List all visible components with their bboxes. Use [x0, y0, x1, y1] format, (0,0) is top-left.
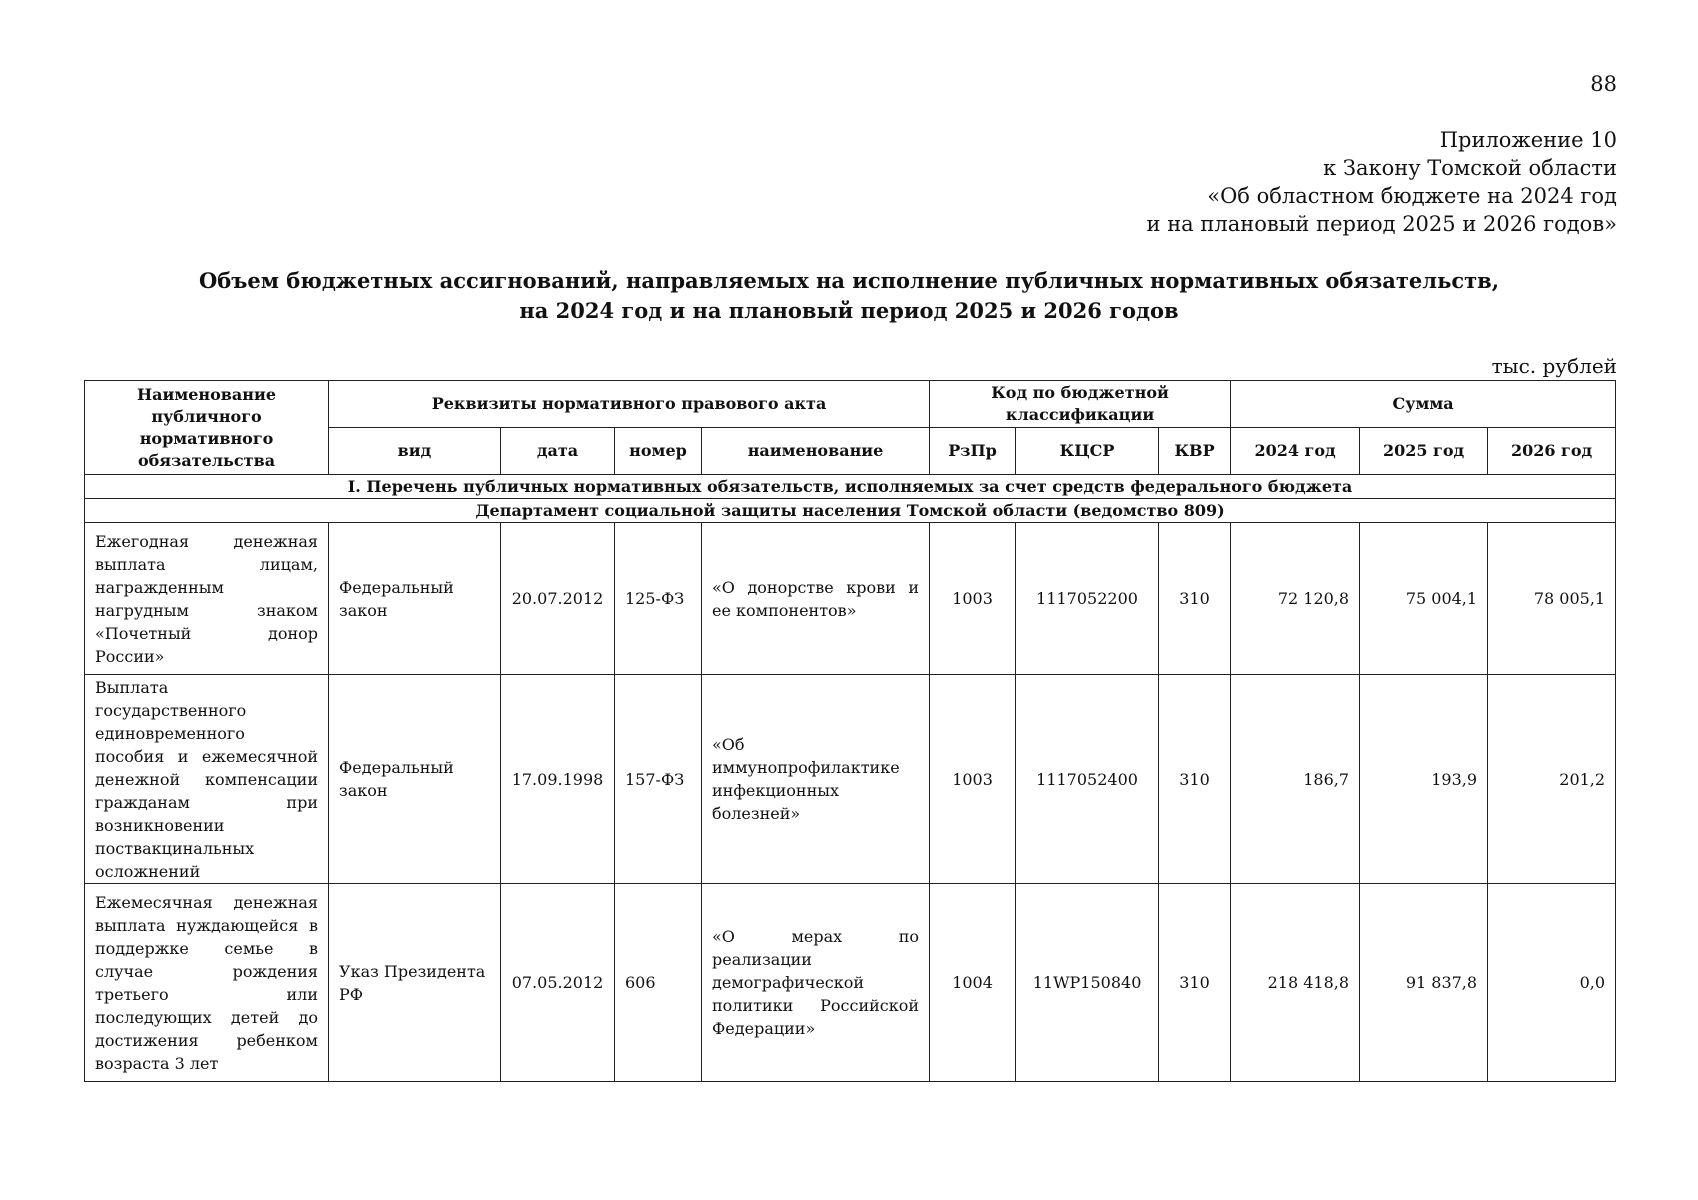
header-kind: вид — [329, 428, 501, 475]
sum-2025: 75 004,1 — [1360, 523, 1488, 675]
header-date: дата — [501, 428, 615, 475]
table-row — [85, 523, 1616, 675]
section-title: I. Перечень публичных нормативных обязательств, исполняемых за счет средств федерального бюджета — [85, 475, 1616, 499]
act-name: «Об иммунопрофилактике инфекционных болезней» — [702, 675, 930, 884]
sum-2024: 218 418,8 — [1231, 884, 1360, 1082]
code-kvr: 310 — [1159, 884, 1231, 1082]
table-row — [85, 675, 1616, 884]
appendix-line: «Об областном бюджете на 2024 год — [1207, 184, 1617, 208]
appendix-line: к Закону Томской области — [1323, 156, 1617, 180]
document-title — [0, 266, 1698, 326]
header-sum: Сумма — [1231, 381, 1616, 428]
sum-2026: 201,2 — [1488, 675, 1616, 884]
appendix-line: Приложение 10 — [1439, 128, 1617, 152]
appendix-line: и на плановый период 2025 и 2026 годов» — [1146, 212, 1617, 236]
obligation-name: Ежегодная денежная выплата лицам, награжденным нагрудным знаком «Почетный донор России» — [85, 523, 329, 675]
act-kind: Федеральный закон — [329, 523, 501, 675]
act-date: 20.07.2012 — [501, 523, 615, 675]
sum-2026: 0,0 — [1488, 884, 1616, 1082]
act-kind: Указ Президента РФ — [329, 884, 501, 1082]
header-row — [85, 381, 1616, 428]
header-code: Код по бюджетной классификации — [930, 381, 1231, 428]
obligation-name: Ежемесячная денежная выплата нуждающейся в поддержке семье в случае рождения третьего или последующих детей до достижения ребенком возраста 3 лет — [85, 884, 329, 1082]
sum-2025: 193,9 — [1360, 675, 1488, 884]
code-rzpr: 1003 — [930, 675, 1016, 884]
obligations-table — [84, 380, 1616, 1082]
department-title: Департамент социальной защиты населения Томской области (ведомство 809) — [85, 499, 1616, 523]
code-kcsr: 1117052200 — [1016, 523, 1159, 675]
code-kvr: 310 — [1159, 523, 1231, 675]
act-date: 17.09.1998 — [501, 675, 615, 884]
code-rzpr: 1003 — [930, 523, 1016, 675]
act-number: 606 — [615, 884, 702, 1082]
page-number: 88 — [1590, 72, 1617, 96]
obligation-name: Выплата государственного единовременного пособия и ежемесячной денежной компенсации гражданам при возникновении поствакцинальных осложнений — [85, 675, 329, 884]
code-kcsr: 1117052400 — [1016, 675, 1159, 884]
act-name: «О мерах по реализации демографической политики Российской Федерации» — [702, 884, 930, 1082]
sum-2024: 186,7 — [1231, 675, 1360, 884]
act-number: 125-ФЗ — [615, 523, 702, 675]
appendix-block — [1147, 126, 1617, 238]
header-2025: 2025 год — [1360, 428, 1488, 475]
header-requisites: Реквизиты нормативного правового акта — [329, 381, 930, 428]
header-name: Наименование публичного нормативного обязательства — [85, 381, 329, 475]
header-act-name: наименование — [702, 428, 930, 475]
header-rzpr: РзПр — [930, 428, 1016, 475]
sum-2024: 72 120,8 — [1231, 523, 1360, 675]
header-kcsr: КЦСР — [1016, 428, 1159, 475]
units-label: тыс. рублей — [1491, 354, 1617, 378]
table-row — [85, 884, 1616, 1082]
sum-2025: 91 837,8 — [1360, 884, 1488, 1082]
sum-2026: 78 005,1 — [1488, 523, 1616, 675]
header-number: номер — [615, 428, 702, 475]
header-kvr: КВР — [1159, 428, 1231, 475]
act-kind: Федеральный закон — [329, 675, 501, 884]
section-row — [85, 475, 1616, 499]
code-kvr: 310 — [1159, 675, 1231, 884]
header-2024: 2024 год — [1231, 428, 1360, 475]
department-row — [85, 499, 1616, 523]
header-2026: 2026 год — [1488, 428, 1616, 475]
code-rzpr: 1004 — [930, 884, 1016, 1082]
act-date: 07.05.2012 — [501, 884, 615, 1082]
title-line: Объем бюджетных ассигнований, направляемых на исполнение публичных нормативных обязательств, — [198, 268, 1500, 293]
code-kcsr: 11WP150840 — [1016, 884, 1159, 1082]
act-number: 157-ФЗ — [615, 675, 702, 884]
act-name: «О донорстве крови и ее компонентов» — [702, 523, 930, 675]
title-line: на 2024 год и на плановый период 2025 и 2026 годов — [519, 298, 1179, 323]
